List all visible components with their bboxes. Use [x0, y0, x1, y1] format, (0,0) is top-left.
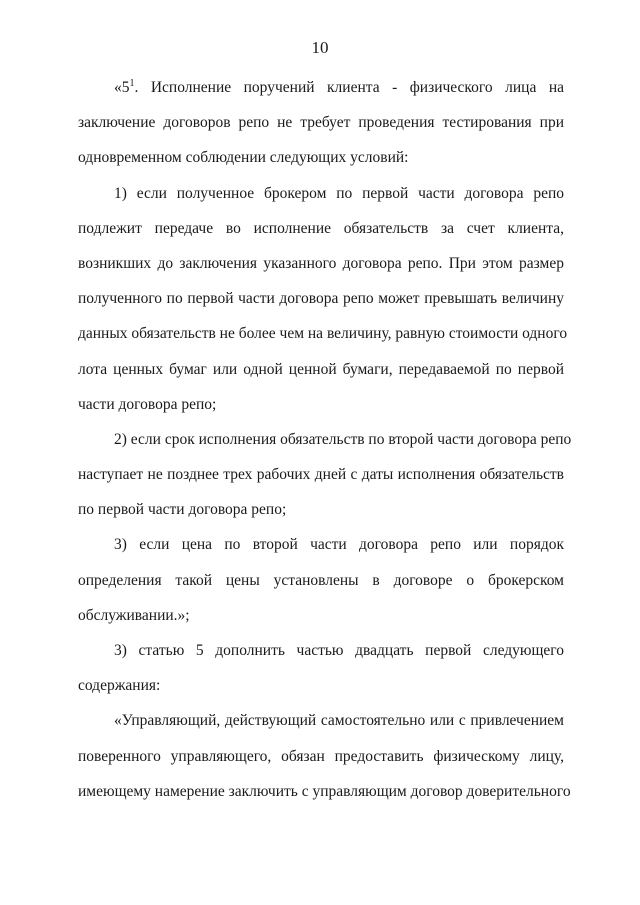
- text-line: имеющему намерение заключить с управляющим договор доверительного: [78, 782, 571, 800]
- text-line: возникших до заключения указанного договора репо. При этом размер: [78, 254, 564, 272]
- text-line: по первой части договора репо;: [78, 501, 287, 519]
- text-line: подлежит передаче во исполнение обязательств за счет клиента,: [78, 219, 564, 237]
- text-line: части договора репо;: [78, 395, 217, 413]
- paragraph-2: [78, 176, 568, 422]
- text-line: определения такой цены установлены в договоре о брокерском: [78, 571, 564, 589]
- text-line: 2) если срок исполнения обязательств по второй части договора репо: [114, 430, 572, 448]
- text-line: «Управляющий, действующий самостоятельно или с привлечением: [114, 712, 564, 730]
- text-line: 3) статью 5 дополнить частью двадцать первой следующего: [114, 642, 564, 659]
- text-line: 3) если цена по второй части договора репо или порядок: [114, 536, 564, 554]
- text-line: содержания:: [78, 677, 161, 695]
- paragraph-3: [78, 422, 572, 528]
- text-line: данных обязательств не более чем на величину, равную стоимости одного: [78, 325, 568, 343]
- superscript: 1: [129, 77, 135, 89]
- text-line: поверенного управляющего, обязан предоставить физическому лицу,: [78, 747, 564, 765]
- text-line: «$5^1$. Исполнение поручений клиента - физического лица на: [114, 77, 564, 96]
- text-line: заключение договоров репо не требует проведения тестирования при: [78, 114, 564, 132]
- document-body: [78, 70, 572, 809]
- page-number: 10: [311, 38, 329, 57]
- paragraph-4: [78, 527, 564, 633]
- text-line: одновременном соблюдении следующих условий:: [78, 149, 409, 167]
- paragraph-5: [78, 633, 564, 703]
- text-line: лота ценных бумаг или одной ценной бумаги, передаваемой по первой: [78, 360, 564, 378]
- text-line: наступает не позднее трех рабочих дней с даты исполнения обязательств: [78, 466, 564, 484]
- text-line: полученного по первой части договора репо может превышать величину: [78, 290, 564, 308]
- text-line: 1) если полученное брокером по первой части договора репо: [114, 184, 564, 202]
- paragraph-1: [78, 70, 564, 176]
- paragraph-6: [78, 703, 571, 809]
- text-line: обслуживании.»;: [78, 606, 190, 624]
